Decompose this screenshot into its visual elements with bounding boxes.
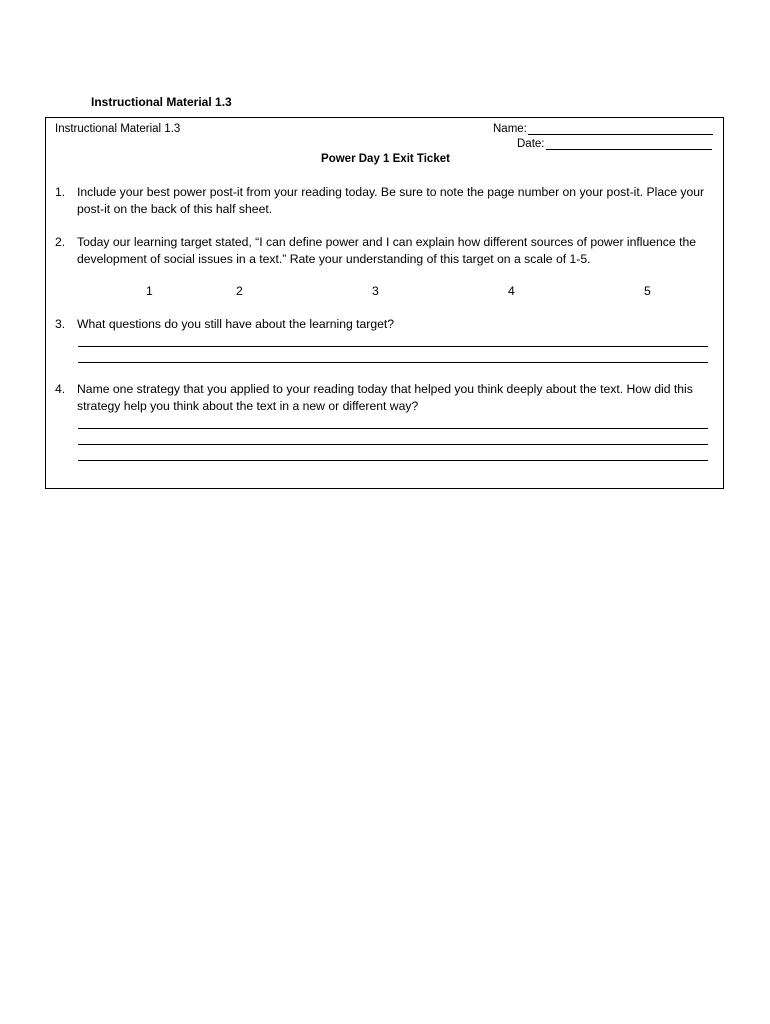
question-1 — [55, 184, 715, 217]
question-4 — [55, 381, 715, 414]
page-heading: Instructional Material 1.3 — [91, 95, 232, 109]
answer-line-q4-2[interactable] — [78, 444, 708, 445]
date-label: Date: — [517, 138, 545, 150]
question-text: Name one strategy that you applied to your reading today that helped you think deeply about the text. How did this strategy help you think about the text in a new or different way? — [77, 382, 693, 413]
answer-line-q3-2[interactable] — [78, 362, 708, 363]
answer-line-q3-1[interactable] — [78, 346, 708, 347]
name-blank-line[interactable] — [528, 123, 713, 135]
question-2 — [55, 234, 715, 267]
rating-option-3[interactable]: 3 — [372, 284, 379, 298]
question-3 — [55, 316, 715, 333]
rating-option-1[interactable]: 1 — [146, 284, 153, 298]
box-label: Instructional Material 1.3 — [55, 123, 181, 135]
name-field[interactable] — [493, 123, 713, 135]
answer-line-q4-1[interactable] — [78, 428, 708, 429]
name-label: Name: — [493, 123, 527, 135]
rating-option-5[interactable]: 5 — [644, 284, 651, 298]
answer-line-q4-3[interactable] — [78, 460, 708, 461]
ticket-title: Power Day 1 Exit Ticket — [321, 153, 450, 165]
rating-option-2[interactable]: 2 — [236, 284, 243, 298]
question-number: 1. — [55, 185, 66, 199]
question-text: What questions do you still have about the learning target? — [77, 317, 395, 331]
question-number: 3. — [55, 317, 66, 331]
rating-scale — [46, 284, 725, 300]
date-blank-line[interactable] — [546, 138, 712, 150]
question-number: 2. — [55, 235, 66, 249]
question-number: 4. — [55, 382, 66, 396]
question-text: Include your best power post-it from your reading today. Be sure to note the page number on your post-it. Place your post-it on the back of this half sheet. — [77, 185, 705, 216]
rating-option-4[interactable]: 4 — [508, 284, 515, 298]
question-text: Today our learning target stated, “I can define power and I can explain how different sources of power influence the development of social issues in a text.” Rate your understanding of this target on a scale of 1-5. — [77, 235, 697, 266]
date-field[interactable] — [517, 138, 712, 150]
exit-ticket-box — [45, 117, 724, 489]
